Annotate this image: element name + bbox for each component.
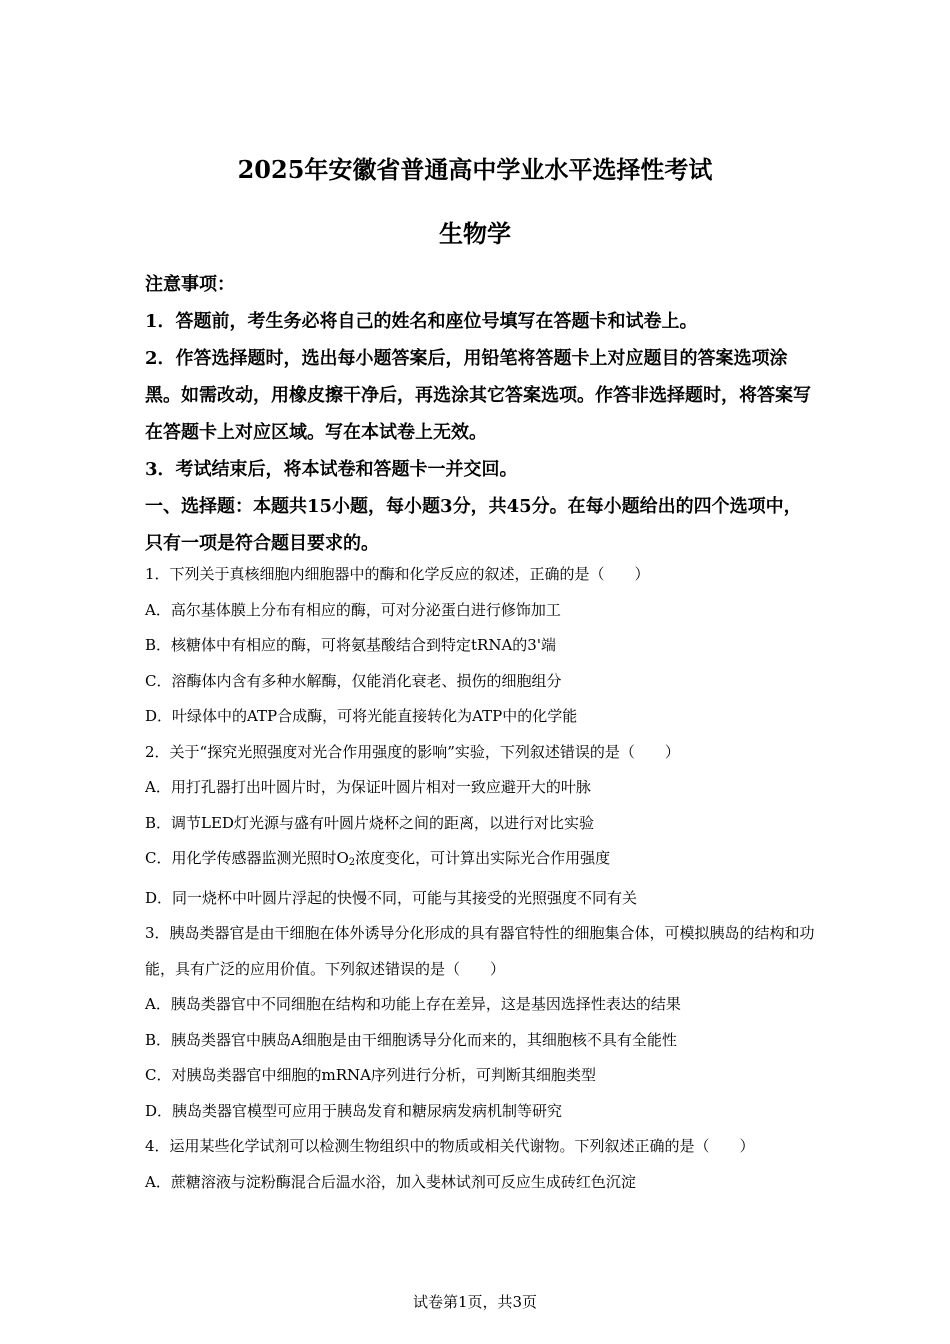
- question-2-option-c-start: C．用化学传感器监测光照时: [145, 849, 337, 867]
- oxygen-subscript: 2: [348, 857, 356, 868]
- question-4-stem: 4．运用某些化学试剂可以检测生物组织中的物质或相关代谢物。下列叙述正确的是（ ）: [145, 1137, 755, 1155]
- question-3-stem: 3．胰岛类器官是由干细胞在体外诱导分化形成的具有器官特性的细胞集合体，可模拟胰岛的结构和功能，具有广泛的应用价值。下列叙述错误的是（ ）: [145, 924, 815, 978]
- question-1-option-a: A．高尔基体膜上分布有相应的酶，可对分泌蛋白进行修饰加工: [145, 600, 561, 619]
- question-3-option-a: A．胰岛类器官中不同细胞在结构和功能上存在差异，这是基因选择性表达的结果: [145, 995, 681, 1013]
- section-heading: 一、选择题：本题共15小题，每小题3分，共45分。在每小题给出的四个选项中，只有一项是符合题目要求的。: [145, 496, 802, 554]
- notice-heading: 注意事项：: [145, 274, 235, 295]
- notice-item-1: 1．答题前，考生务必将自己的姓名和座位号填写在答题卡和试卷上。: [145, 311, 698, 332]
- question-3-option-d: D．胰岛类器官模型可应用于胰岛发育和糖尿病发病机制等研究: [145, 1101, 563, 1120]
- question-3-option-c: C．对胰岛类器官中细胞的mRNA序列进行分析，可判断其细胞类型: [145, 1066, 596, 1084]
- question-2-option-c-end: 浓度变化，可计算出实际光合作用强度: [355, 849, 611, 867]
- question-1-option-b: B．核糖体中有相应的酶，可将氨基酸结合到特定tRNA的3'端: [145, 636, 556, 654]
- question-1-stem: 1．下列关于真核细胞内细胞器中的酶和化学反应的叙述，正确的是（ ）: [145, 565, 650, 583]
- question-2-option-a: A．用打孔器打出叶圆片时，为保证叶圆片相对一致应避开大的叶脉: [145, 778, 591, 796]
- notice-item-2: 2．作答选择题时，选出每小题答案后，用铅笔将答题卡上对应题目的答案选项涂黑。如需改动，用橡皮擦干净后，再选涂其它答案选项。作答非选择题时，将答案写在答题卡上对应区域。写在本试卷上无效。: [145, 348, 811, 443]
- exam-title: 2025年安徽省普通高中学业水平选择性考试: [237, 155, 713, 184]
- notice-block: [145, 266, 815, 562]
- question-2-option-d: D．同一烧杯中叶圆片浮起的快慢不同，可能与其接受的光照强度不同有关: [145, 888, 638, 907]
- question-2-option-c: [145, 841, 815, 881]
- oxygen-formula: O: [336, 849, 349, 867]
- question-list: [145, 557, 815, 1200]
- question-1-option-d: D．叶绿体中的ATP合成酶，可将光能直接转化为ATP中的化学能: [145, 707, 578, 725]
- page-footer: 试卷第1页，共3页: [412, 1293, 538, 1311]
- question-4-option-a: A．蔗糖溶液与淀粉酶混合后温水浴，加入斐林试剂可反应生成砖红色沉淀: [145, 1172, 636, 1191]
- question-2-option-b: B．调节LED灯光源与盛有叶圆片烧杯之间的距离，以进行对比实验: [145, 813, 594, 832]
- question-3-option-b: B．胰岛类器官中胰岛A细胞是由干细胞诱导分化而来的，其细胞核不具有全能性: [145, 1030, 677, 1049]
- notice-item-3: 3．考试结束后，将本试卷和答题卡一并交回。: [145, 459, 518, 480]
- subject-title: 生物学: [439, 219, 511, 248]
- question-2-stem: 2．关于“探究光照强度对光合作用强度的影响”实验，下列叙述错误的是（ ）: [145, 742, 680, 761]
- question-1-option-c: C．溶酶体内含有多种水解酶，仅能消化衰老、损伤的细胞组分: [145, 671, 562, 690]
